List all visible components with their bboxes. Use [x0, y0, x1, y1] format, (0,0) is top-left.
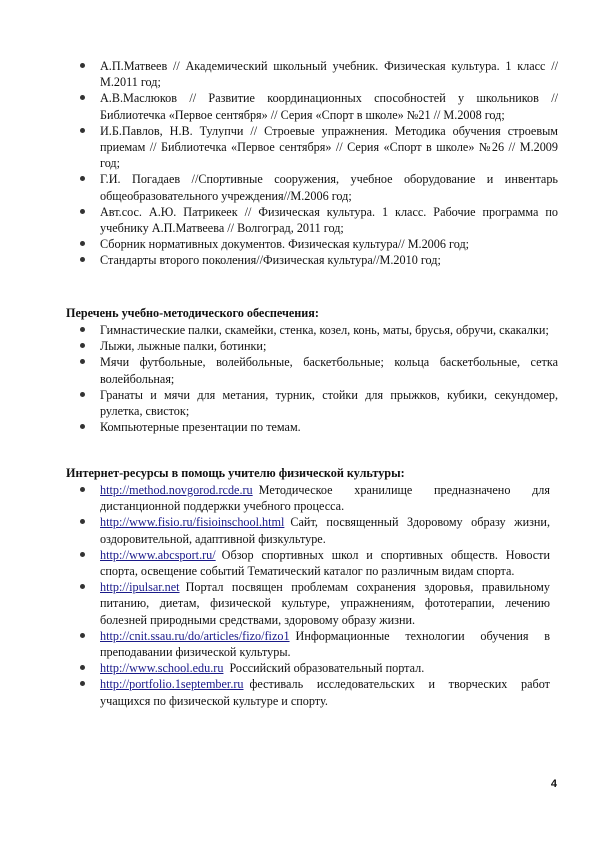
resource-link[interactable]: http://cnit.ssau.ru/do/articles/fizo/fizo1 — [100, 628, 290, 643]
list-item-text: И.Б.Павлов, Н.В. Тулупчи // Строевые упражнения. Методика обучения строевым приемам // Библиотечка «Первое сентября» // Серия «Спорт в школе» №26 // М.2009 год; — [100, 123, 558, 171]
bibliography-item — [80, 123, 558, 172]
bullet-icon — [80, 176, 85, 181]
resource-link[interactable]: http://www.fisio.ru/fisioinschool.html — [100, 515, 285, 530]
list-item-text: Мячи футбольные, волейбольные, баскетбольные; кольца баскетбольные, сетка волейбольная; — [100, 355, 558, 386]
page-number: 4 — [550, 778, 557, 790]
list-item-text: Г.И. Погадаев //Спортивные сооружения, учебное оборудование и инвентарь общеобразовательного учреждения//М.2006 год; — [100, 172, 558, 203]
list-item-text: А.В.Маслюков // Развитие координационных способностей у школьников // Библиотечка «Первое сентября» // Серия «Спорт в школе» №21 // М.2008 год; — [100, 91, 558, 122]
resource-description: Портал посвящен проблемам сохранения здоровья, правильному питанию, диетам, физической культуре, упражнениям, фототерапии, лечению болезней природными средствами, здоровому образу жизни. — [100, 580, 550, 627]
bibliography-item — [80, 90, 558, 122]
bullet-icon — [80, 209, 85, 214]
resource-description: Обзор спортивных школ и спортивных обществ. Новости спорта, освещение событий Тематический каталог по различным видам спорта. — [100, 547, 550, 579]
list-item-text: Гимнастические палки, скамейки, стенка, козел, конь, маты, брусья, обручи, скакалки; — [100, 323, 549, 337]
bullet-icon — [80, 257, 85, 262]
bullet-icon — [80, 665, 85, 670]
bullet-icon — [80, 63, 85, 68]
list-item-text: Сборник нормативных документов. Физическая культура// М.2006 год; — [100, 237, 470, 252]
resource-description: фестиваль исследовательских и творческих работ учащихся по физической культуре и спорту. — [100, 677, 550, 708]
bullet-icon — [80, 128, 85, 133]
resource-description: Сайт, посвященный Здоровому образу жизни, оздоровительной, адаптивной физкультуре. — [100, 515, 550, 546]
bullet-icon — [80, 241, 85, 246]
material-item — [80, 387, 558, 419]
list-item-text: Гранаты и мячи для метания, турник, стойки для прыжков, кубики, секундомер, рулетка, свисток; — [100, 387, 558, 419]
resource-link[interactable]: http://method.novgorod.rcde.ru — [100, 483, 253, 497]
material-item — [80, 419, 558, 435]
bullet-icon — [80, 584, 85, 589]
bullet-icon — [80, 487, 85, 492]
list-item-text: Стандарты второго поколения//Физическая культура//М.2010 год; — [100, 253, 441, 268]
resource-link[interactable]: http://www.school.edu.ru — [100, 661, 224, 676]
material-item — [80, 322, 558, 338]
list-item-text: Авт.сос. А.Ю. Патрикеек // Физическая культура. 1 класс. Рабочие программа по учебнику А.П.Матвеева // Волгоград, 2011 год; — [100, 204, 558, 236]
bullet-icon — [80, 343, 85, 348]
bibliography-item — [80, 204, 558, 236]
resource-item — [80, 482, 550, 514]
bullet-icon — [80, 424, 85, 429]
bibliography-item — [80, 58, 558, 90]
material-item — [80, 338, 558, 354]
bullet-icon — [80, 681, 85, 686]
resource-item — [80, 676, 550, 708]
list-item-text: Компьютерные презентации по темам. — [100, 420, 301, 435]
resource-link[interactable]: http://portfolio.1september.ru — [100, 677, 244, 692]
bullet-icon — [80, 633, 85, 638]
resource-description: Российский образовательный портал. — [229, 661, 425, 676]
bullet-icon — [80, 95, 85, 100]
internet-resources-list — [80, 482, 550, 709]
bibliography-item — [80, 236, 558, 252]
bullet-icon — [80, 519, 85, 524]
bullet-icon — [80, 552, 85, 557]
resource-item — [80, 579, 550, 628]
section-heading-internet: Интернет-ресурсы в помощь учителю физической культуры: — [66, 466, 405, 480]
resource-item — [80, 660, 550, 676]
material-item — [80, 354, 558, 386]
bibliography-list — [80, 58, 558, 269]
resource-description: Информационные технологии обучения в преподавании физической культуры. — [100, 628, 550, 660]
list-item-text: А.П.Матвеев // Академический школьный учебник. Физическая культура. 1 класс // М.2011 год; — [100, 59, 558, 90]
section-heading-materials: Перечень учебно-методического обеспечения: — [66, 306, 319, 320]
bibliography-item — [80, 252, 558, 268]
resource-item — [80, 547, 550, 579]
materials-list — [80, 322, 558, 435]
resource-description: Методическое хранилище предназначено для дистанционной поддержки учебного процесса. — [100, 483, 550, 514]
bibliography-item — [80, 171, 558, 203]
resource-link[interactable]: http://ipulsar.net — [100, 580, 180, 595]
bullet-icon — [80, 392, 85, 397]
list-item-text: Лыжи, лыжные палки, ботинки; — [100, 339, 267, 354]
bullet-icon — [80, 359, 85, 364]
resource-link[interactable]: http://www.abcsport.ru/ — [100, 547, 216, 562]
bullet-icon — [80, 327, 85, 332]
resource-item — [80, 628, 550, 660]
resource-item — [80, 514, 550, 546]
